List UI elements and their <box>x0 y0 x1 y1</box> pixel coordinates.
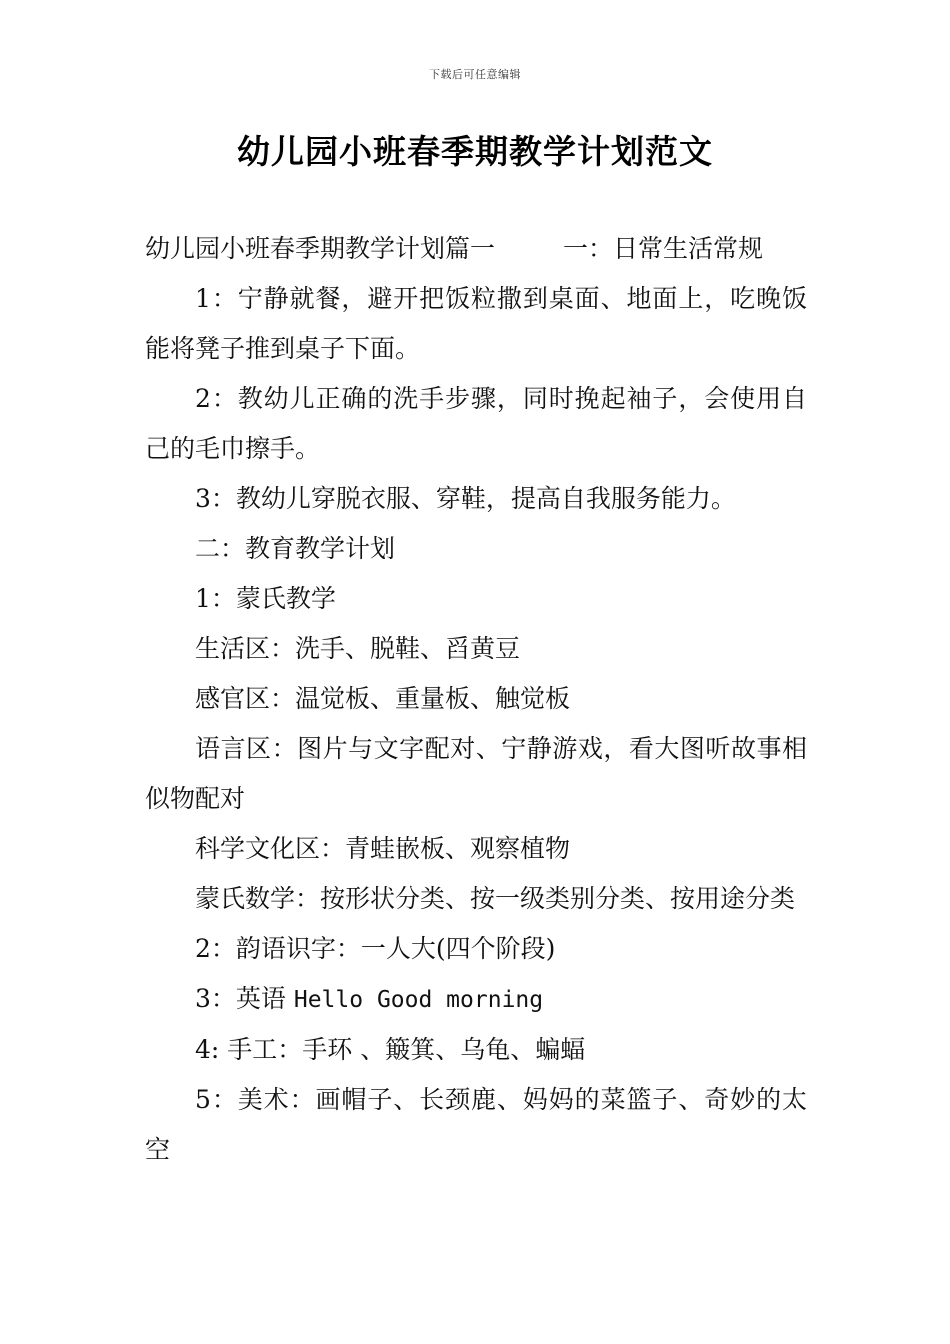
paragraph-handcraft: 4: 手工：手环 、簸箕、乌龟、蝙蝠 <box>195 1035 586 1064</box>
paragraph-handwash: 2：教幼儿正确的洗手步骤，同时挽起袖子，会使用自己的毛巾擦手。 <box>145 384 807 463</box>
paragraph-life-area: 生活区：洗手、脱鞋、舀黄豆 <box>195 634 521 663</box>
header-note: 下载后可任意编辑 <box>429 68 521 81</box>
document-title: 幼儿园小班春季期教学计划范文 <box>237 132 713 171</box>
opening-lead: 幼儿园小班春季期教学计划篇一 <box>145 234 496 263</box>
paragraph-dressing: 3：教幼儿穿脱衣服、穿鞋，提高自我服务能力。 <box>195 484 736 513</box>
section-heading-1: 一：日常生活常规 <box>563 234 764 263</box>
paragraph-english <box>145 974 807 1025</box>
paragraph-language-area: 语言区：图片与文字配对、宁静游戏，看大图听故事相似物配对 <box>145 734 807 813</box>
paragraph-art: 5：美术：画帽子、长颈鹿、妈妈的菜篮子、奇妙的太空 <box>145 1085 807 1164</box>
paragraph-meal: 1：宁静就餐，避开把饭粒撒到桌面、地面上，吃晚饭能将凳子推到桌子下面。 <box>145 284 807 363</box>
paragraph-science-area: 科学文化区：青蛙嵌板、观察植物 <box>195 834 571 863</box>
opening-line <box>145 224 807 274</box>
english-phrase: Hello Good morning <box>293 987 544 1013</box>
paragraph-montessori-math: 蒙氏数学：按形状分类、按一级类别分类、按用途分类 <box>195 884 796 913</box>
document-body <box>145 224 807 1175</box>
paragraph-literacy: 2：韵语识字：一人大(四个阶段) <box>195 934 556 963</box>
paragraph-montessori: 1：蒙氏教学 <box>195 584 336 613</box>
english-prefix: 3：英语 <box>195 984 294 1013</box>
section-heading-2: 二：教育教学计划 <box>195 534 396 563</box>
paragraph-sensory-area: 感官区：温觉板、重量板、触觉板 <box>195 684 571 713</box>
